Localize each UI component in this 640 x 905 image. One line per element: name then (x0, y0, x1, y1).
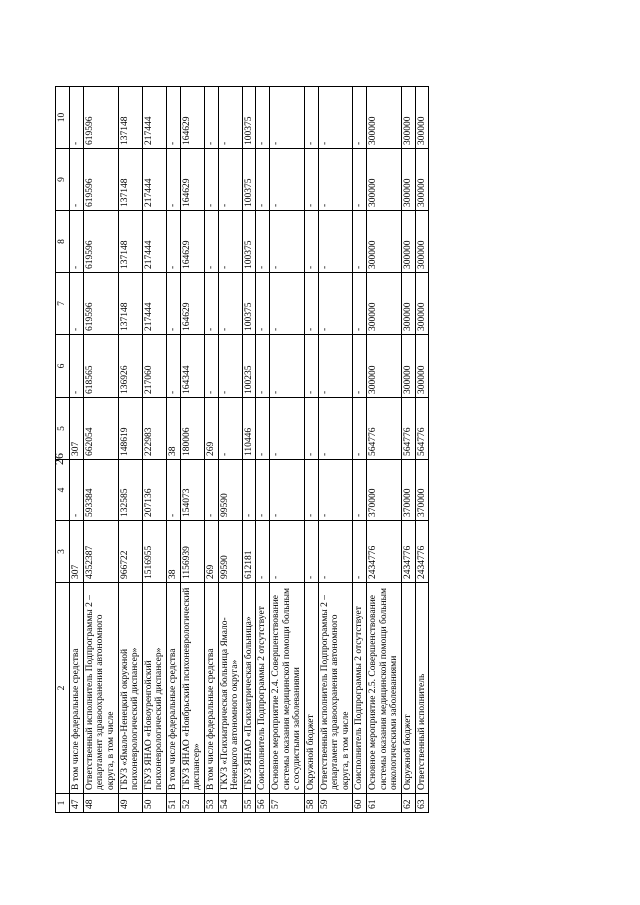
cell-value: 2434776 (367, 521, 402, 583)
cell-value: 38 (167, 521, 181, 583)
cell-value: - (353, 211, 367, 273)
cell-value: - (318, 87, 353, 149)
cell-value: - (270, 521, 305, 583)
row-description: ГКУЗ «Психиатрическая больница Ямало-Ненецкого автономного округа» (218, 583, 242, 794)
table-row (415, 87, 429, 813)
cell-value: - (304, 521, 318, 583)
table-row (70, 87, 84, 813)
row-number: 48 (83, 794, 118, 813)
cell-value: 307 (70, 521, 84, 583)
cell-value: - (304, 460, 318, 521)
cell-value: 164629 (180, 211, 204, 273)
cell-value: - (218, 335, 242, 398)
row-description: Ответственный исполнитель Подпрограммы 2 – департамент здравоохранения автономного округа, в том числе (318, 583, 353, 794)
row-number: 51 (167, 794, 181, 813)
cell-value: 300000 (415, 149, 429, 211)
cell-value: 2434776 (401, 521, 415, 583)
row-description: Основное мероприятие 2.4. Совершенствование системы оказания медицинской помощи больным с сосудистыми заболеваниями (270, 583, 305, 794)
row-number: 61 (367, 794, 402, 813)
row-description: ГБУЗ «Ямало-Ненецкий окружной психоневрологический диспансер» (118, 583, 142, 794)
table-row (218, 87, 242, 813)
cell-value: 1156939 (180, 521, 204, 583)
cell-value: - (318, 398, 353, 460)
cell-value: - (353, 273, 367, 335)
cell-value: - (270, 273, 305, 335)
cell-value: - (256, 87, 270, 149)
cell-value: 300000 (415, 335, 429, 398)
row-number: 57 (270, 794, 305, 813)
cell-value: 300000 (401, 335, 415, 398)
cell-value: 132585 (118, 460, 142, 521)
cell-value: - (218, 149, 242, 211)
cell-value: - (167, 273, 181, 335)
table-row (401, 87, 415, 813)
cell-value: - (270, 460, 305, 521)
cell-value: - (353, 149, 367, 211)
table-row (118, 87, 142, 813)
table-row (318, 87, 353, 813)
cell-value: 164629 (180, 87, 204, 149)
row-number: 53 (204, 794, 218, 813)
cell-value: - (318, 335, 353, 398)
cell-value: 164629 (180, 149, 204, 211)
table-row (180, 87, 204, 813)
cell-value: - (167, 211, 181, 273)
cell-value: - (304, 273, 318, 335)
cell-value: 136926 (118, 335, 142, 398)
row-number: 62 (401, 794, 415, 813)
cell-value: 619596 (83, 149, 118, 211)
cell-value: 180006 (180, 398, 204, 460)
cell-value: - (256, 273, 270, 335)
cell-value: 612181 (242, 521, 256, 583)
row-number: 52 (180, 794, 204, 813)
cell-value: 2434776 (415, 521, 429, 583)
row-number: 47 (70, 794, 84, 813)
cell-value: 217444 (142, 273, 166, 335)
cell-value: 207136 (142, 460, 166, 521)
cell-value: - (353, 87, 367, 149)
cell-value: 154073 (180, 460, 204, 521)
cell-value: - (304, 398, 318, 460)
cell-value: 564776 (367, 398, 402, 460)
cell-value: 137148 (118, 149, 142, 211)
budget-table (55, 86, 429, 813)
cell-value: 300000 (367, 273, 402, 335)
row-description: Окружной бюджет (304, 583, 318, 794)
column-header: 6 (56, 335, 70, 398)
row-description: Ответственный исполнитель Подпрограммы 2 – департамент здравоохранения автономного округа, в том числе (83, 583, 118, 794)
cell-value: - (70, 335, 84, 398)
cell-value: - (204, 335, 218, 398)
cell-value: 100375 (242, 273, 256, 335)
cell-value: 307 (70, 398, 84, 460)
cell-value: 619596 (83, 273, 118, 335)
cell-value: - (167, 460, 181, 521)
cell-value: - (204, 460, 218, 521)
cell-value: 137148 (118, 273, 142, 335)
cell-value: 593384 (83, 460, 118, 521)
column-header: 8 (56, 211, 70, 273)
cell-value: - (256, 149, 270, 211)
header-row (56, 87, 70, 813)
cell-value: 100235 (242, 335, 256, 398)
table-row (167, 87, 181, 813)
cell-value: 662054 (83, 398, 118, 460)
cell-value: - (270, 398, 305, 460)
row-number: 63 (415, 794, 429, 813)
cell-value: - (318, 149, 353, 211)
cell-value: - (70, 273, 84, 335)
cell-value: - (218, 87, 242, 149)
cell-value: - (256, 211, 270, 273)
row-description: В том числе федеральные средства (167, 583, 181, 794)
cell-value: - (204, 149, 218, 211)
row-number: 55 (242, 794, 256, 813)
row-number: 58 (304, 794, 318, 813)
cell-value: 619596 (83, 211, 118, 273)
cell-value: - (270, 211, 305, 273)
cell-value: 564776 (401, 398, 415, 460)
cell-value: - (218, 273, 242, 335)
column-header: 10 (56, 87, 70, 149)
column-header: 3 (56, 521, 70, 583)
cell-value: 269 (204, 521, 218, 583)
row-description: ГБУЗ ЯНАО «Ноябрьский психоневрологический диспансер» (180, 583, 204, 794)
row-number: 49 (118, 794, 142, 813)
column-header: 7 (56, 273, 70, 335)
table-row (242, 87, 256, 813)
cell-value: 137148 (118, 211, 142, 273)
column-header: 9 (56, 149, 70, 211)
cell-value: - (318, 211, 353, 273)
cell-value: 300000 (367, 87, 402, 149)
cell-value: 222983 (142, 398, 166, 460)
cell-value: 4352387 (83, 521, 118, 583)
cell-value: - (353, 521, 367, 583)
cell-value: 300000 (415, 87, 429, 149)
row-description: В том числе федеральные средства (204, 583, 218, 794)
cell-value: - (318, 521, 353, 583)
column-header: 5 (56, 398, 70, 460)
row-description: Соисполнитель Подпрограммы 2 отсутствует (353, 583, 367, 794)
cell-value: 300000 (367, 335, 402, 398)
cell-value: - (204, 87, 218, 149)
table-row (367, 87, 402, 813)
row-number: 60 (353, 794, 367, 813)
cell-value: 300000 (401, 273, 415, 335)
table-row (304, 87, 318, 813)
cell-value: 370000 (367, 460, 402, 521)
row-description: Соисполнитель Подпрограммы 2 отсутствует (256, 583, 270, 794)
cell-value: - (256, 460, 270, 521)
cell-value: 300000 (401, 149, 415, 211)
cell-value: 300000 (367, 149, 402, 211)
cell-value: - (218, 398, 242, 460)
cell-value: - (353, 398, 367, 460)
cell-value: 370000 (401, 460, 415, 521)
cell-value: - (318, 273, 353, 335)
cell-value: - (270, 335, 305, 398)
cell-value: 110446 (242, 398, 256, 460)
row-description: ГБУЗ ЯНАО «Новоуренгойский психоневрологический диспансер» (142, 583, 166, 794)
cell-value: - (318, 460, 353, 521)
cell-value: - (167, 87, 181, 149)
cell-value: 269 (204, 398, 218, 460)
cell-value: - (70, 460, 84, 521)
cell-value: - (353, 335, 367, 398)
cell-value: 38 (167, 398, 181, 460)
table-row (270, 87, 305, 813)
cell-value: - (167, 149, 181, 211)
table-row (83, 87, 118, 813)
table-row (353, 87, 367, 813)
cell-value: - (304, 211, 318, 273)
cell-value: - (218, 211, 242, 273)
cell-value: - (204, 273, 218, 335)
cell-value: 300000 (401, 87, 415, 149)
table-row (142, 87, 166, 813)
cell-value: - (304, 335, 318, 398)
cell-value: 99590 (218, 460, 242, 521)
column-header: 1 (56, 794, 70, 813)
cell-value: 618565 (83, 335, 118, 398)
cell-value: 300000 (367, 211, 402, 273)
cell-value: 300000 (415, 211, 429, 273)
cell-value: 100375 (242, 149, 256, 211)
cell-value: 99590 (218, 521, 242, 583)
cell-value: - (256, 335, 270, 398)
cell-value: - (256, 521, 270, 583)
cell-value: 217060 (142, 335, 166, 398)
cell-value: 966722 (118, 521, 142, 583)
cell-value: 137148 (118, 87, 142, 149)
cell-value: - (304, 149, 318, 211)
cell-value: - (270, 87, 305, 149)
cell-value: - (256, 398, 270, 460)
table-row (256, 87, 270, 813)
cell-value: 217444 (142, 211, 166, 273)
cell-value: - (70, 87, 84, 149)
cell-value: - (270, 149, 305, 211)
row-description: В том числе федеральные средства (70, 583, 84, 794)
row-number: 50 (142, 794, 166, 813)
cell-value: 564776 (415, 398, 429, 460)
cell-value: 100375 (242, 87, 256, 149)
cell-value: - (70, 149, 84, 211)
cell-value: - (204, 211, 218, 273)
row-number: 56 (256, 794, 270, 813)
cell-value: 370000 (415, 460, 429, 521)
cell-value: 619596 (83, 87, 118, 149)
cell-value: 217444 (142, 87, 166, 149)
column-header: 4 (56, 460, 70, 521)
cell-value: - (167, 335, 181, 398)
row-description: Основное мероприятие 2.5. Совершенствование системы оказания медицинской помощи больным онкологическими заболеваниями (367, 583, 402, 794)
row-number: 54 (218, 794, 242, 813)
cell-value: 164629 (180, 273, 204, 335)
cell-value: 217444 (142, 149, 166, 211)
table-body (70, 87, 429, 813)
cell-value: 300000 (415, 273, 429, 335)
cell-value: 1516955 (142, 521, 166, 583)
cell-value: - (304, 87, 318, 149)
cell-value: - (70, 211, 84, 273)
page-number: 26 (52, 453, 66, 465)
row-description: Ответственный исполнитель (415, 583, 429, 794)
cell-value: 100375 (242, 211, 256, 273)
row-description: ГБУЗ ЯНАО «Психиатрическая больница» (242, 583, 256, 794)
cell-value: - (242, 460, 256, 521)
row-description: Окружной бюджет (401, 583, 415, 794)
cell-value: 300000 (401, 211, 415, 273)
cell-value: 148619 (118, 398, 142, 460)
column-header: 2 (56, 583, 70, 794)
table-row (204, 87, 218, 813)
row-number: 59 (318, 794, 353, 813)
cell-value: 164344 (180, 335, 204, 398)
cell-value: - (353, 460, 367, 521)
